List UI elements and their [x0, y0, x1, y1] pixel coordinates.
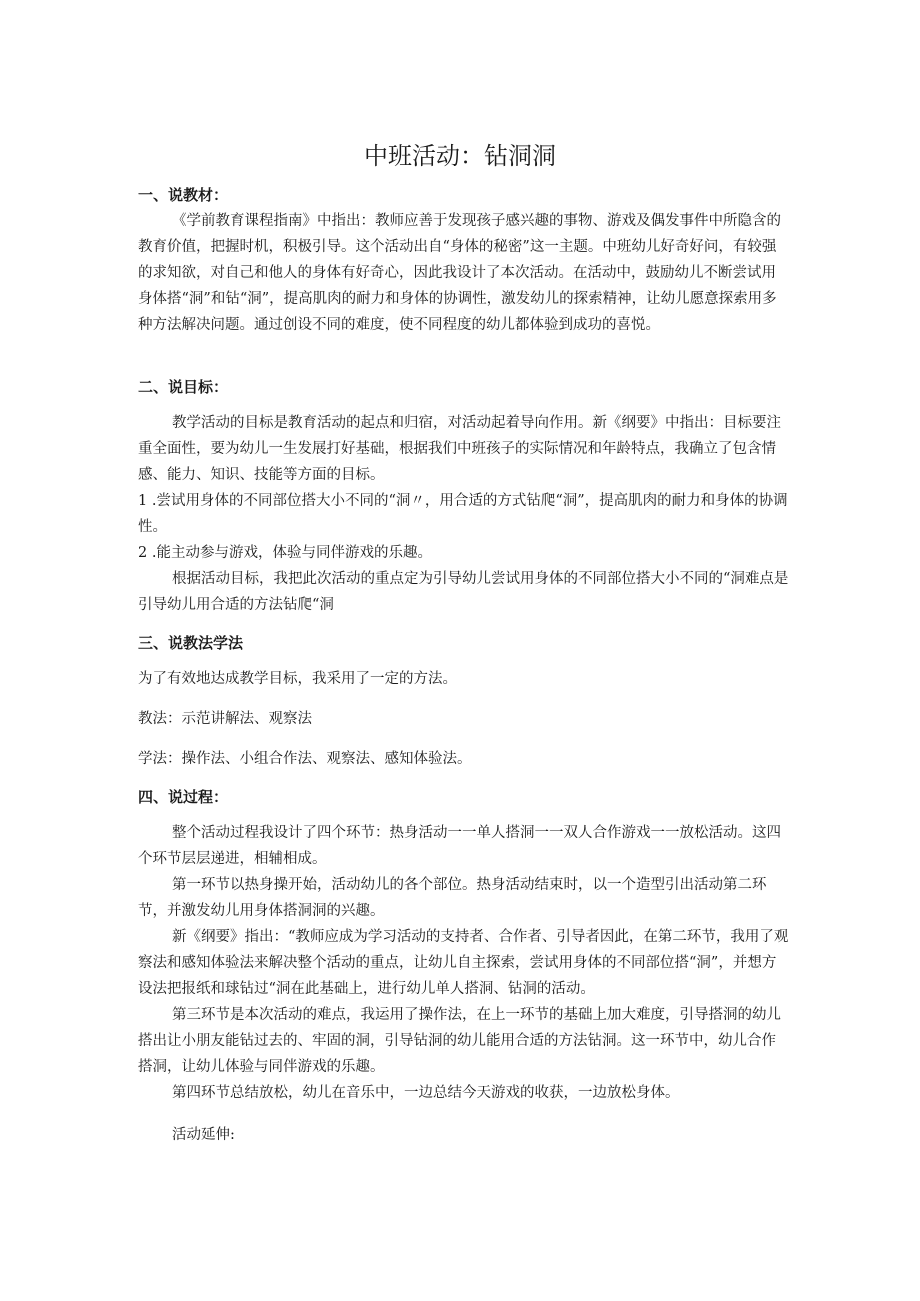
goal-item-1: 1 .尝试用身体的不同部位搭大小不同的“洞〃，用合适的方式钻爬“洞”，提高肌肉的耐力和身体的协调性。: [138, 493, 788, 535]
activity-extension-label: 活动延伸:: [172, 1127, 235, 1143]
methods-intro: 为了有效地达成教学目标，我采用了一定的方法。: [138, 671, 457, 687]
paragraph-stage-four: 第四环节总结放松，幼儿在音乐中，一边总结今天游戏的收获，一边放松身体。: [172, 1085, 680, 1101]
page-title: 中班活动：钻洞洞: [364, 142, 556, 170]
paragraph-stage-three: 第三环节是本次活动的难点，我运用了操作法，在上一环节的基础上加大难度，引导搭洞的幼儿搭出让小朋友能钻过去的、牢固的洞，引导钻洞的幼儿能用合适的方法钻洞。这一环节中，幼儿合作搭洞，让幼儿体验与同伴游戏的乐趣。: [138, 1007, 781, 1075]
section-heading-teaching-material: 一、说教材：: [138, 186, 229, 204]
paragraph-stage-one: 第一环节以热身操开始，活动幼儿的各个部位。热身活动结束时，以一个造型引出活动第二环节，并激发幼儿用身体搭洞洞的兴趣。: [138, 877, 767, 919]
goal-item-2: 2 .能主动参与游戏，体验与同伴游戏的乐趣。: [138, 545, 432, 561]
paragraph-process-overview: 整个活动过程我设计了四个环节：热身活动一一单人搭洞一一双人合作游戏一一放松活动。这四个环节层层递进，相辅相成。: [138, 825, 781, 867]
section-heading-methods: 三、说教法学法: [138, 634, 244, 652]
teaching-methods: 教法：示范讲解法、观察法: [138, 711, 312, 727]
learning-methods: 学法：操作法、小组合作法、观察法、感知体验法。: [138, 751, 472, 767]
section-heading-goals: 二、说目标：: [138, 378, 229, 396]
paragraph-key-points: 根据活动目标，我把此次活动的重点定为引导幼儿尝试用身体的不同部位搭大小不同的“洞难点是引导幼儿用合适的方法钻爬“洞: [138, 571, 789, 613]
paragraph-goals: 教学活动的目标是教育活动的起点和归宿，对活动起着导向作用。新《纲要》中指出：目标要注重全面性，要为幼儿一生发展打好基础，根据我们中班孩子的实际情况和年龄特点，我确立了包含情感、能力、知识、技能等方面的目标。: [138, 415, 781, 483]
section-heading-process: 四、说过程：: [138, 788, 229, 806]
paragraph-teaching-material: 《学前教育课程指南》中指出：教师应善于发现孩子感兴趣的事物、游戏及偶发事件中所隐含的教育价值，把握时机，积极引导。这个活动出自“身体的秘密”这一主题。中班幼儿好奇好问，有较强的求知欲，对自己和他人的身体有好奇心，因此我设计了本次活动。在活动中，鼓励幼儿不断尝试用身体搭“洞”和钻“洞”，提高肌肉的耐力和身体的协调性，激发幼儿的探索精神，让幼儿愿意探索用多种方法解决问题。通过创设不同的难度，使不同程度的幼儿都体验到成功的喜悦。: [138, 213, 781, 333]
paragraph-stage-two: 新《纲要》指出：“教师应成为学习活动的支持者、合作者、引导者因此，在第二环节，我用了观察法和感知体验法来解决整个活动的重点，让幼儿自主探索，尝试用身体的不同部位搭“洞”，并想方设法把报纸和球钻过“洞在此基础上，进行幼儿单人搭洞、钻洞的活动。: [138, 929, 789, 997]
